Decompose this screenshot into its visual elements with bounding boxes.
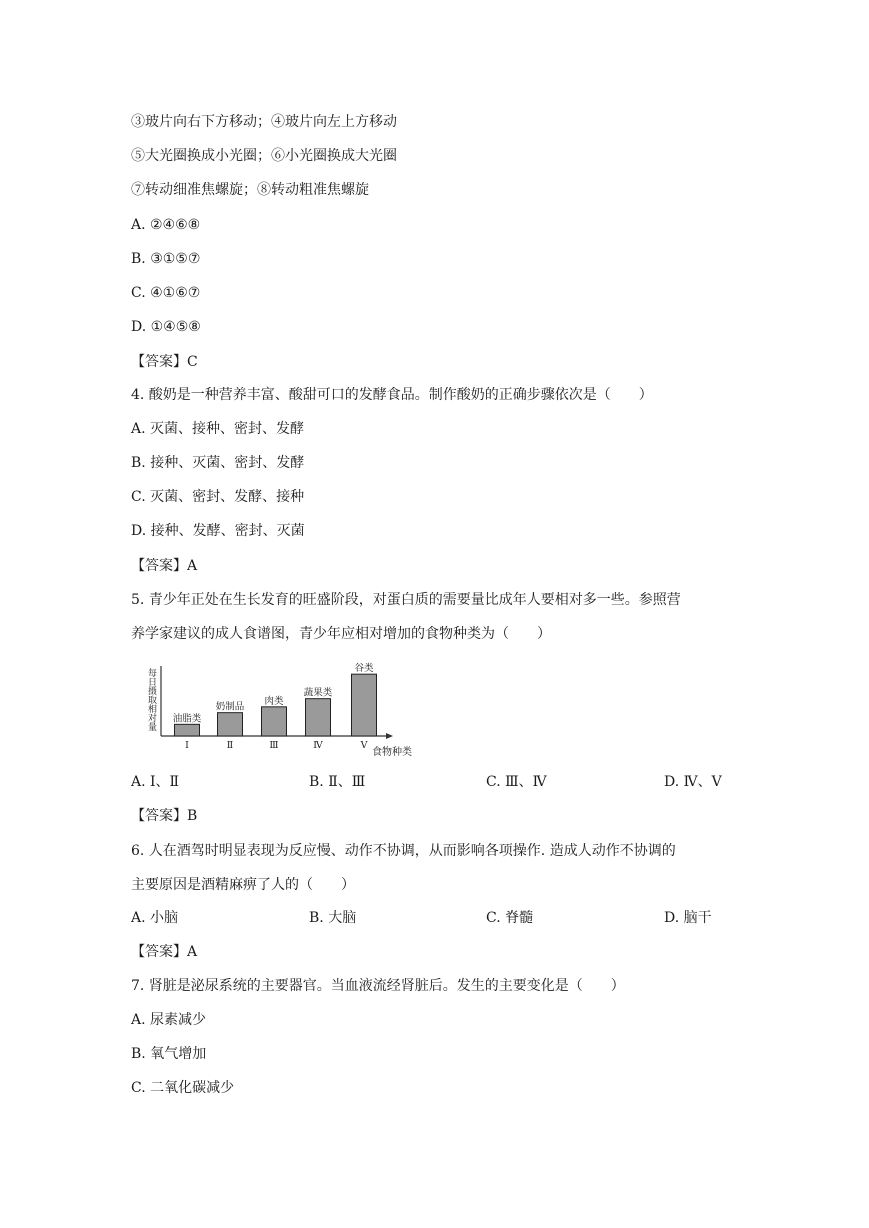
q4-stem: 4. 酸奶是一种营养丰富、酸甜可口的发酵食品。制作酸奶的正确步骤依次是（ ）	[131, 387, 653, 403]
q3-option-a: A. ②④⑥⑧	[131, 217, 201, 233]
q3-option-c: C. ④①⑥⑦	[131, 285, 201, 301]
q7-stem: 7. 肾脏是泌尿系统的主要器官。当血液流经肾脏后。发生的主要变化是（ ）	[131, 978, 625, 994]
q4-option-d: D. 接种、发酵、密封、灭菌	[131, 523, 305, 539]
q6-option-b: B. 大脑	[309, 910, 357, 926]
q4-option-a: A. 灭菌、接种、密封、发酵	[131, 421, 305, 437]
bar-label-2: 奶制品	[215, 701, 245, 713]
q5-option-b: B. Ⅱ、Ⅲ	[309, 774, 366, 790]
q4-option-b: B. 接种、灭菌、密封、发酵	[131, 455, 305, 471]
food-chart-svg	[131, 660, 431, 764]
q6-option-c: C. 脊髓	[486, 910, 534, 926]
bar-label-1: 油脂类	[172, 713, 202, 725]
bar-2	[218, 713, 243, 736]
q6-option-a: A. 小脑	[131, 910, 179, 926]
q3-line-3: ③玻片向右下方移动；④玻片向左上方移动	[131, 114, 397, 130]
x-tick-label-5: Ⅴ	[360, 740, 368, 751]
q5-option-c: C. Ⅲ、Ⅳ	[486, 774, 547, 790]
bar-label-3: 肉类	[264, 695, 284, 707]
q4-answer: 【答案】A	[131, 558, 198, 574]
bar-label-5: 谷类	[354, 663, 374, 675]
bar-label-4: 蔬果类	[303, 687, 333, 699]
q6-stem-line-1: 6. 人在酒驾时明显表现为反应慢、动作不协调，从而影响各项操作. 造成人动作不协调的	[131, 843, 676, 859]
x-tick-label-4: Ⅳ	[313, 740, 323, 751]
x-tick-label-1: Ⅰ	[185, 740, 189, 751]
q5-answer: 【答案】B	[131, 808, 198, 824]
q5-stem-line-1: 5. 青少年正处在生长发育的旺盛阶段，对蛋白质的需要量比成年人要相对多一些。参照营	[131, 592, 681, 608]
x-axis-arrow	[386, 733, 393, 739]
bar-3	[262, 707, 287, 736]
food-chart	[131, 660, 431, 764]
q3-option-d: D. ①④⑤⑧	[131, 319, 201, 335]
x-axis-label: 食物种类	[372, 747, 412, 758]
q6-stem-line-2: 主要原因是酒精麻痹了人的（ ）	[131, 877, 355, 893]
q4-option-c: C. 灭菌、密封、发酵、接种	[131, 489, 305, 505]
q5-stem-line-2: 养学家建议的成人食谱图，青少年应相对增加的食物种类为（ ）	[131, 626, 551, 642]
y-axis-label: 每日摄取相对量	[146, 668, 156, 731]
q3-line-5: ⑤大光圈换成小光圈；⑥小光圈换成大光圈	[131, 148, 397, 164]
x-tick-label-3: Ⅲ	[269, 740, 279, 751]
q3-line-7: ⑦转动细准焦螺旋；⑧转动粗准焦螺旋	[131, 182, 369, 198]
q7-option-a: A. 尿素减少	[131, 1012, 207, 1028]
q7-option-c: C. 二氧化碳减少	[131, 1080, 235, 1096]
q6-answer: 【答案】A	[131, 944, 198, 960]
bar-4	[306, 699, 331, 736]
q7-option-b: B. 氧气增加	[131, 1046, 207, 1062]
q5-option-a: A. Ⅰ、Ⅱ	[131, 774, 180, 790]
q3-answer: 【答案】C	[131, 354, 198, 370]
q6-option-d: D. 脑干	[664, 910, 712, 926]
q5-option-d: D. Ⅳ、Ⅴ	[664, 774, 722, 790]
bar-5	[352, 674, 377, 736]
q3-option-b: B. ③①⑤⑦	[131, 251, 201, 267]
x-tick-label-2: Ⅱ	[226, 740, 234, 751]
bar-1	[175, 724, 200, 736]
